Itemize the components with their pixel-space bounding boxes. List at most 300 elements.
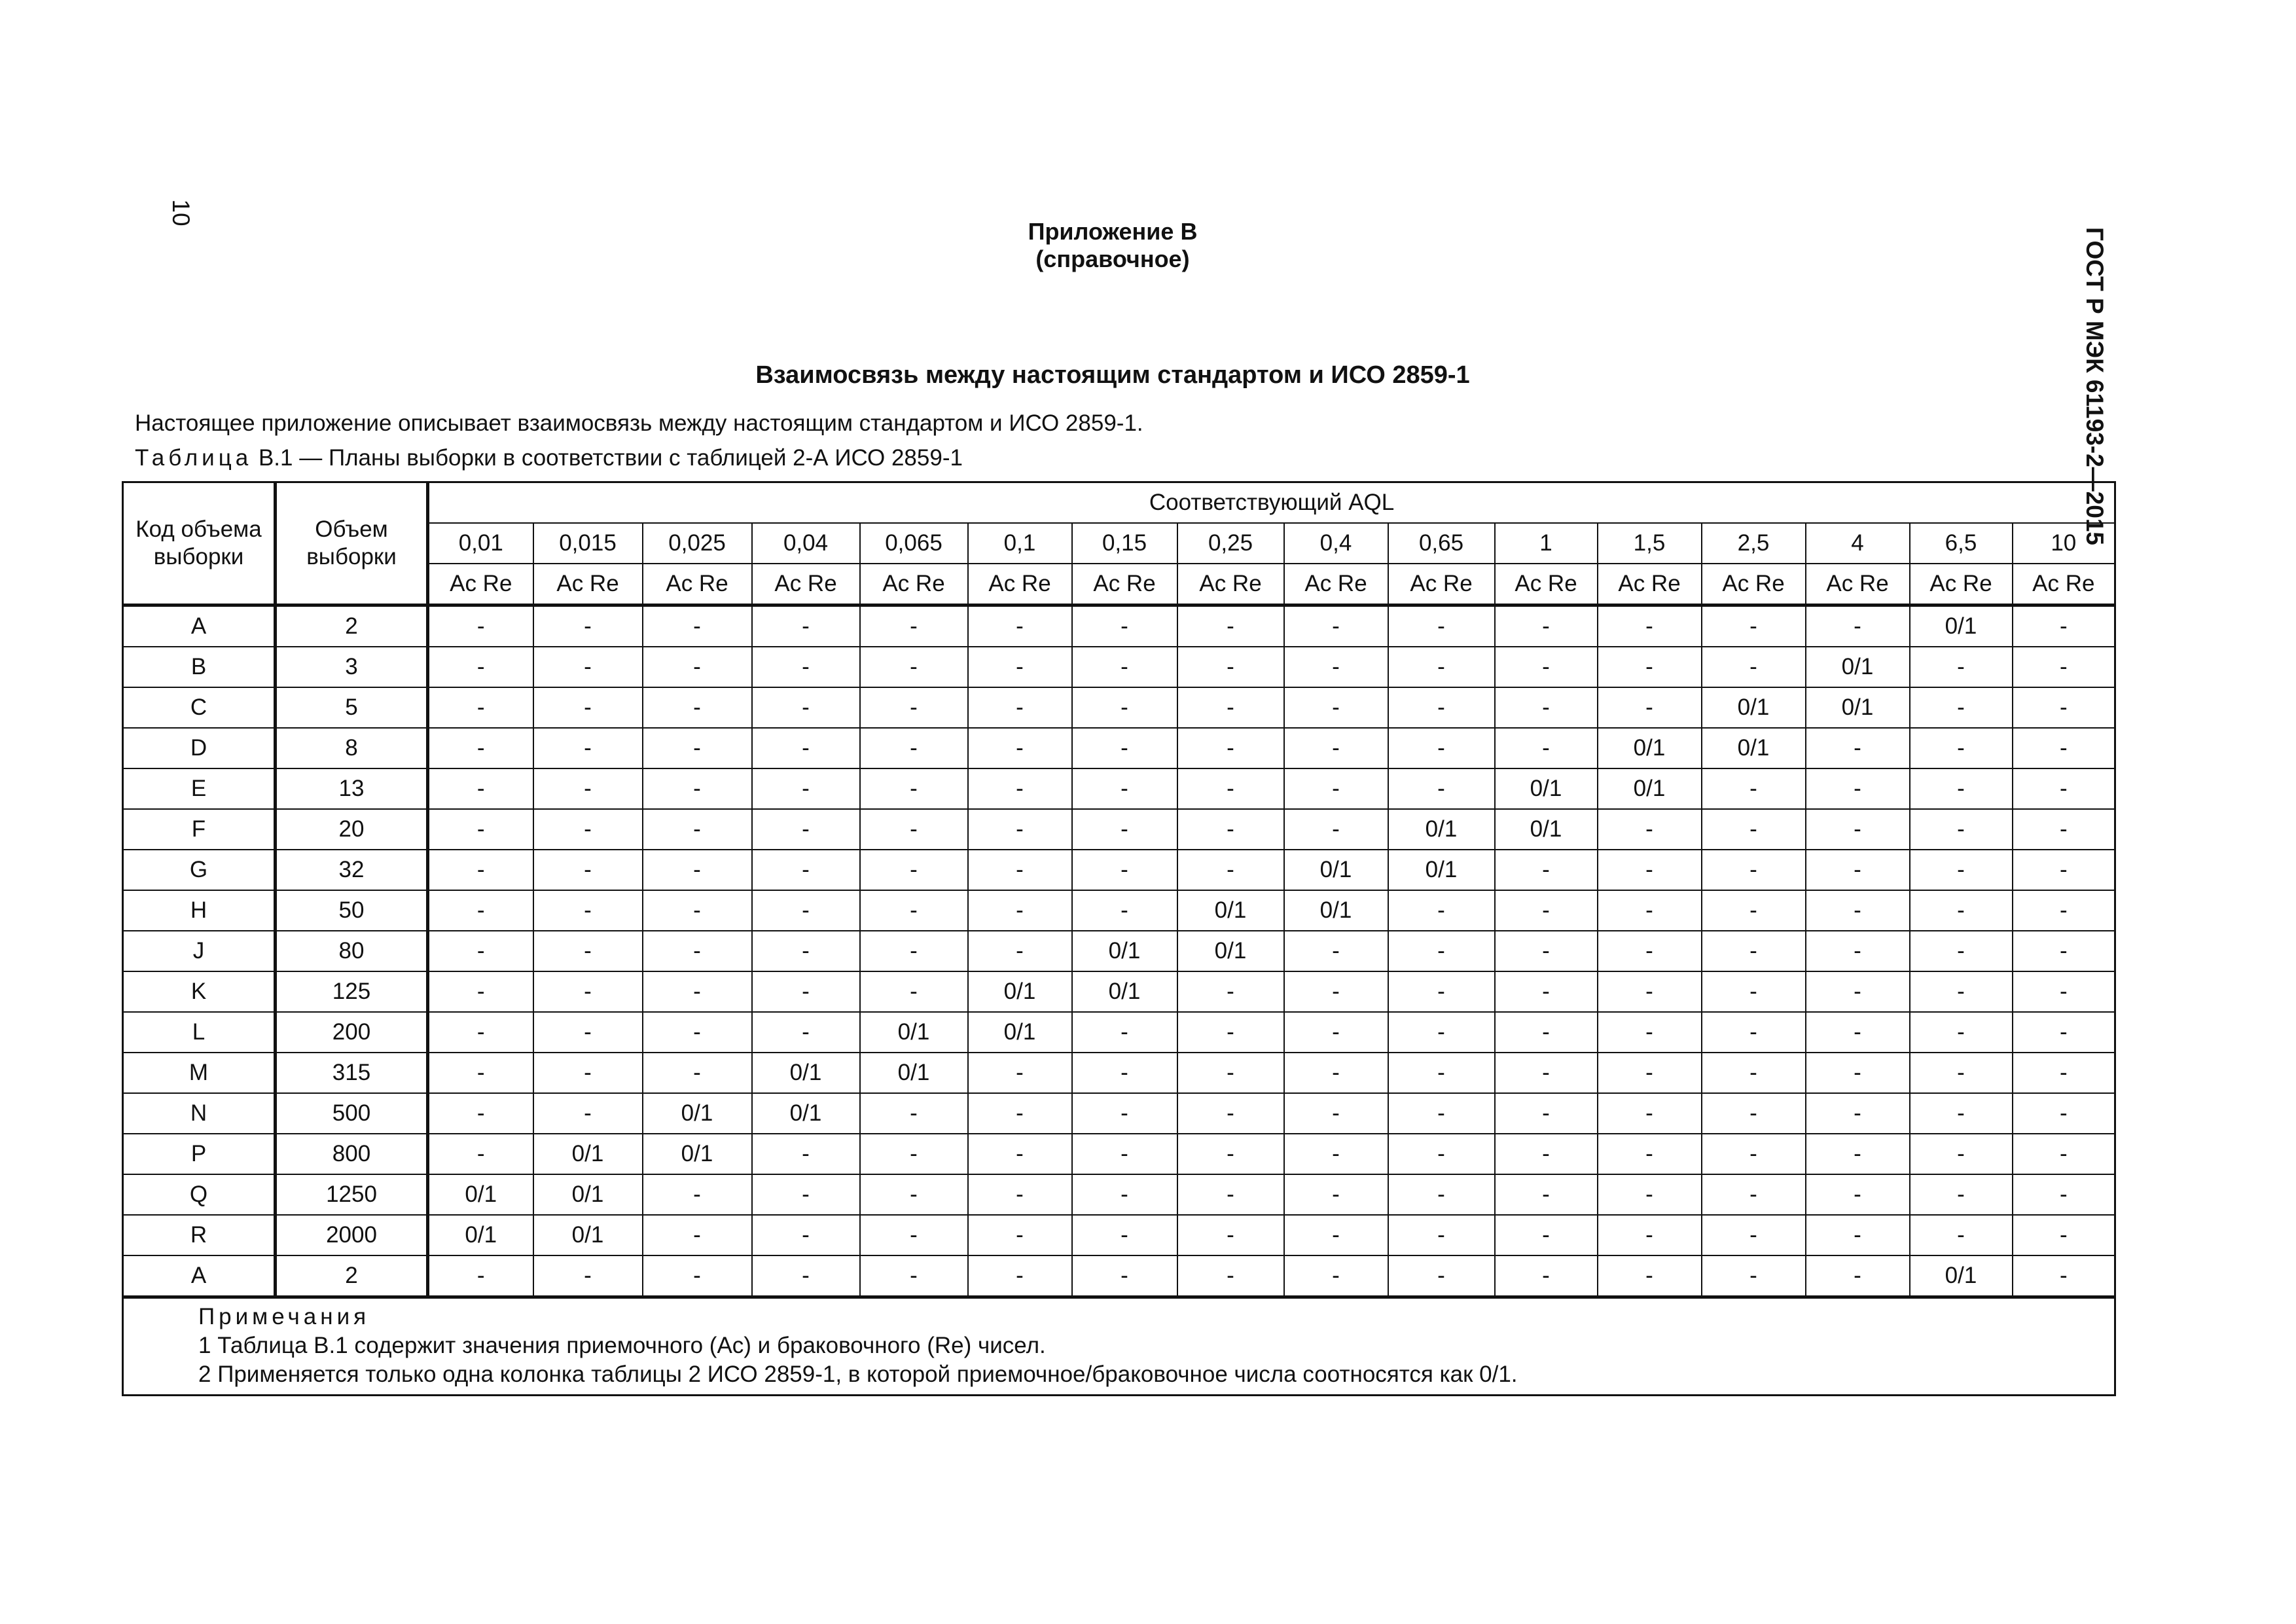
ac-re-cell: - <box>1806 971 1910 1012</box>
ac-re-cell: 0/1 <box>1806 647 1910 687</box>
ac-re-cell: - <box>1702 768 1806 809</box>
ac-re-cell: - <box>1702 1174 1806 1215</box>
sample-code-cell: A <box>123 1255 276 1297</box>
ac-re-header: Ac Re <box>752 564 860 605</box>
ac-re-cell: - <box>1598 971 1702 1012</box>
sample-code-cell: A <box>123 605 276 647</box>
ac-re-cell: 0/1 <box>1388 850 1495 890</box>
ac-re-cell: - <box>643 647 752 687</box>
ac-re-cell: - <box>860 850 968 890</box>
ac-re-cell: - <box>533 1255 643 1297</box>
ac-re-cell: 0/1 <box>860 1012 968 1053</box>
ac-re-cell: - <box>1388 1174 1495 1215</box>
ac-re-cell: - <box>428 1053 533 1093</box>
ac-re-cell: - <box>1910 768 2013 809</box>
ac-re-cell: - <box>2013 850 2115 890</box>
ac-re-cell: - <box>1284 971 1388 1012</box>
table-row <box>123 728 2115 768</box>
sample-code-cell: K <box>123 971 276 1012</box>
sample-size-cell: 200 <box>276 1012 428 1053</box>
sample-code-cell: H <box>123 890 276 931</box>
ac-re-cell: - <box>643 728 752 768</box>
annex-title: Взаимосвязь между настоящим стандартом и ИСО 2859-1 <box>755 361 1470 389</box>
table-row <box>123 1215 2115 1255</box>
ac-re-cell: 0/1 <box>1910 1255 2013 1297</box>
ac-re-cell: - <box>1495 1255 1598 1297</box>
ac-re-header: Ac Re <box>1072 564 1177 605</box>
ac-re-cell: - <box>1806 850 1910 890</box>
ac-re-cell: - <box>1388 890 1495 931</box>
ac-re-cell: - <box>428 971 533 1012</box>
ac-re-cell: - <box>643 605 752 647</box>
ac-re-cell: - <box>1284 931 1388 971</box>
ac-re-cell: - <box>1177 647 1284 687</box>
aql-value-header: 0,25 <box>1177 523 1284 564</box>
ac-re-cell: - <box>1284 687 1388 728</box>
ac-re-header: Ac Re <box>1598 564 1702 605</box>
ac-re-cell: - <box>968 728 1072 768</box>
ac-re-cell: - <box>1072 687 1177 728</box>
ac-re-cell: - <box>1072 605 1177 647</box>
aql-value-header: 0,65 <box>1388 523 1495 564</box>
ac-re-cell: - <box>428 1134 533 1174</box>
ac-re-cell: - <box>968 1215 1072 1255</box>
table-row <box>123 890 2115 931</box>
aql-value-header: 0,1 <box>968 523 1072 564</box>
table-body <box>123 605 2115 1297</box>
sample-size-cell: 315 <box>276 1053 428 1093</box>
ac-re-cell: - <box>1910 687 2013 728</box>
ac-re-cell: - <box>1284 728 1388 768</box>
ac-re-cell: - <box>1702 647 1806 687</box>
ac-re-cell: - <box>1177 687 1284 728</box>
ac-re-cell: - <box>2013 605 2115 647</box>
ac-re-cell: - <box>1388 931 1495 971</box>
ac-re-header: Ac Re <box>1806 564 1910 605</box>
ac-re-header: Ac Re <box>2013 564 2115 605</box>
ac-re-cell: - <box>1177 728 1284 768</box>
ac-re-cell: - <box>860 647 968 687</box>
ac-re-cell: - <box>1072 1053 1177 1093</box>
ac-re-cell: - <box>2013 1174 2115 1215</box>
ac-re-cell: - <box>968 931 1072 971</box>
sample-code-cell: D <box>123 728 276 768</box>
ac-re-cell: - <box>1072 1012 1177 1053</box>
ac-re-cell: - <box>1495 850 1598 890</box>
ac-re-cell: - <box>1702 1215 1806 1255</box>
table-row <box>123 647 2115 687</box>
ac-re-cell: - <box>428 809 533 850</box>
ac-re-cell: - <box>1806 1012 1910 1053</box>
ac-re-cell: - <box>1388 1093 1495 1134</box>
sample-size-cell: 2 <box>276 1255 428 1297</box>
ac-re-cell: - <box>1388 1215 1495 1255</box>
ac-re-cell: - <box>1702 931 1806 971</box>
ac-re-cell: - <box>643 850 752 890</box>
ac-re-cell: - <box>860 931 968 971</box>
ac-re-cell: - <box>752 931 860 971</box>
ac-re-cell: - <box>1598 687 1702 728</box>
ac-re-cell: - <box>533 971 643 1012</box>
ac-re-cell: - <box>428 687 533 728</box>
ac-re-header: Ac Re <box>428 564 533 605</box>
ac-re-cell: - <box>1177 1215 1284 1255</box>
table-row <box>123 971 2115 1012</box>
ac-re-header: Ac Re <box>860 564 968 605</box>
ac-re-cell: - <box>1910 1215 2013 1255</box>
ac-re-cell: - <box>1177 1012 1284 1053</box>
ac-re-header: Ac Re <box>968 564 1072 605</box>
ac-re-cell: - <box>1910 1053 2013 1093</box>
ac-re-cell: - <box>1910 647 2013 687</box>
ac-re-cell: - <box>1284 809 1388 850</box>
ac-re-cell: - <box>2013 1053 2115 1093</box>
ac-re-cell: 0/1 <box>968 971 1072 1012</box>
table-row <box>123 1174 2115 1215</box>
notes <box>123 1297 2115 1396</box>
aql-value-header: 0,4 <box>1284 523 1388 564</box>
ac-re-cell: 0/1 <box>860 1053 968 1093</box>
header-sample-code: Код объема выборки <box>123 482 276 605</box>
ac-re-header: Ac Re <box>1177 564 1284 605</box>
ac-re-cell: - <box>1177 971 1284 1012</box>
ac-re-cell: - <box>533 1053 643 1093</box>
ac-re-cell: - <box>428 1255 533 1297</box>
ac-re-cell: - <box>968 850 1072 890</box>
ac-re-cell: - <box>752 1012 860 1053</box>
ac-re-cell: - <box>1806 809 1910 850</box>
sample-size-cell: 2 <box>276 605 428 647</box>
ac-re-cell: 0/1 <box>1495 768 1598 809</box>
sample-code-cell: R <box>123 1215 276 1255</box>
ac-re-cell: - <box>428 605 533 647</box>
ac-re-cell: - <box>752 687 860 728</box>
table-caption <box>135 445 963 471</box>
ac-re-cell: - <box>1284 768 1388 809</box>
ac-re-cell: - <box>1910 931 2013 971</box>
ac-re-cell: - <box>1806 1215 1910 1255</box>
ac-re-cell: - <box>643 809 752 850</box>
ac-re-cell: - <box>428 1093 533 1134</box>
ac-re-cell: - <box>533 647 643 687</box>
aql-value-header: 0,015 <box>533 523 643 564</box>
ac-re-cell: 0/1 <box>1702 728 1806 768</box>
ac-re-cell: - <box>752 1174 860 1215</box>
document-code: ГОСТ Р МЭК 61193-2—2015 <box>2081 227 2108 545</box>
aql-value-header: 0,15 <box>1072 523 1177 564</box>
aql-value-header: 0,065 <box>860 523 968 564</box>
note-1: 1 Таблица В.1 содержит значения приемочного (Ac) и браковочного (Re) чисел. <box>198 1333 1046 1358</box>
ac-re-cell: - <box>1702 1093 1806 1134</box>
ac-re-cell: - <box>1072 728 1177 768</box>
aql-value-header: 0,04 <box>752 523 860 564</box>
ac-re-cell: - <box>860 605 968 647</box>
ac-re-cell: - <box>2013 687 2115 728</box>
ac-re-cell: - <box>643 890 752 931</box>
ac-re-cell: - <box>428 850 533 890</box>
ac-re-cell: - <box>1598 1215 1702 1255</box>
ac-re-cell: - <box>968 1134 1072 1174</box>
ac-re-cell: - <box>1806 1174 1910 1215</box>
ac-re-cell: - <box>752 1134 860 1174</box>
ac-re-cell: - <box>533 728 643 768</box>
ac-re-cell: - <box>1598 1093 1702 1134</box>
ac-re-cell: 0/1 <box>1388 809 1495 850</box>
ac-re-cell: - <box>1495 1012 1598 1053</box>
ac-re-cell: - <box>1177 768 1284 809</box>
sample-code-cell: P <box>123 1134 276 1174</box>
ac-re-cell: - <box>968 647 1072 687</box>
aql-value-header: 0,025 <box>643 523 752 564</box>
ac-re-cell: - <box>1910 1134 2013 1174</box>
table-row <box>123 931 2115 971</box>
ac-re-cell: - <box>860 728 968 768</box>
ac-re-cell: - <box>860 1134 968 1174</box>
ac-re-cell: 0/1 <box>643 1093 752 1134</box>
ac-re-cell: - <box>643 1012 752 1053</box>
table-row <box>123 687 2115 728</box>
ac-re-cell: - <box>1072 1174 1177 1215</box>
ac-re-cell: - <box>1177 605 1284 647</box>
ac-re-cell: - <box>1806 605 1910 647</box>
ac-re-cell: - <box>1495 1174 1598 1215</box>
ac-re-cell: - <box>1284 1012 1388 1053</box>
sample-size-cell: 3 <box>276 647 428 687</box>
ac-re-cell: - <box>860 809 968 850</box>
ac-re-cell: - <box>968 1093 1072 1134</box>
ac-re-cell: - <box>643 1053 752 1093</box>
ac-re-cell: - <box>860 1093 968 1134</box>
ac-re-cell: 0/1 <box>643 1134 752 1174</box>
ac-re-cell: - <box>1072 1134 1177 1174</box>
ac-re-cell: - <box>1495 728 1598 768</box>
ac-re-cell: - <box>1495 1134 1598 1174</box>
sample-code-cell: L <box>123 1012 276 1053</box>
ac-re-cell: - <box>2013 1093 2115 1134</box>
ac-re-cell: - <box>1702 1053 1806 1093</box>
annex-label: Приложение В <box>1028 218 1198 245</box>
ac-re-cell: - <box>1702 605 1806 647</box>
table-caption-text: В.1 — Планы выборки в соответствии с таблицей 2-А ИСО 2859-1 <box>252 445 963 471</box>
ac-re-cell: - <box>1910 850 2013 890</box>
ac-re-cell: - <box>1806 1134 1910 1174</box>
ac-re-cell: - <box>428 931 533 971</box>
ac-re-cell: - <box>1806 1053 1910 1093</box>
ac-re-cell: - <box>1806 931 1910 971</box>
ac-re-cell: - <box>533 687 643 728</box>
aql-value-header: 4 <box>1806 523 1910 564</box>
ac-re-cell: - <box>1598 809 1702 850</box>
sample-size-cell: 8 <box>276 728 428 768</box>
aql-value-header: 1 <box>1495 523 1598 564</box>
ac-re-cell: - <box>860 1174 968 1215</box>
ac-re-cell: - <box>428 768 533 809</box>
ac-re-header: Ac Re <box>1910 564 2013 605</box>
ac-re-cell: - <box>1284 1174 1388 1215</box>
ac-re-cell: - <box>1598 1053 1702 1093</box>
ac-re-cell: - <box>1806 768 1910 809</box>
ac-re-cell: - <box>968 1174 1072 1215</box>
ac-re-cell: - <box>1495 971 1598 1012</box>
ac-re-cell: - <box>1388 687 1495 728</box>
ac-re-cell: - <box>1910 971 2013 1012</box>
ac-re-cell: - <box>2013 1215 2115 1255</box>
ac-re-cell: - <box>1072 768 1177 809</box>
ac-re-cell: - <box>643 1174 752 1215</box>
ac-re-cell: - <box>1495 687 1598 728</box>
ac-re-cell: - <box>1598 1255 1702 1297</box>
ac-re-cell: - <box>643 931 752 971</box>
ac-re-cell: - <box>752 647 860 687</box>
ac-re-cell: 0/1 <box>1495 809 1598 850</box>
ac-re-cell: - <box>1806 1093 1910 1134</box>
notes-title: Примечания <box>198 1304 370 1329</box>
ac-re-cell: - <box>752 1215 860 1255</box>
aql-value-header: 10 <box>2013 523 2115 564</box>
ac-re-cell: - <box>1284 1134 1388 1174</box>
ac-re-cell: - <box>1284 1255 1388 1297</box>
ac-re-cell: - <box>968 1053 1072 1093</box>
ac-re-cell: - <box>1388 647 1495 687</box>
ac-re-cell: - <box>1388 605 1495 647</box>
sample-code-cell: G <box>123 850 276 890</box>
ac-re-cell: - <box>533 768 643 809</box>
ac-re-cell: - <box>1598 1174 1702 1215</box>
ac-re-cell: - <box>1910 1174 2013 1215</box>
ac-re-cell: - <box>968 687 1072 728</box>
ac-re-cell: 0/1 <box>1284 890 1388 931</box>
ac-re-cell: - <box>2013 647 2115 687</box>
table-row <box>123 1134 2115 1174</box>
ac-re-cell: - <box>860 890 968 931</box>
sample-size-cell: 50 <box>276 890 428 931</box>
sample-size-cell: 1250 <box>276 1174 428 1215</box>
ac-re-cell: - <box>533 890 643 931</box>
ac-re-header: Ac Re <box>1495 564 1598 605</box>
ac-re-cell: - <box>428 647 533 687</box>
ac-re-cell: - <box>1598 1012 1702 1053</box>
ac-re-cell: - <box>2013 809 2115 850</box>
ac-re-cell: - <box>752 890 860 931</box>
sample-size-cell: 80 <box>276 931 428 971</box>
ac-re-cell: - <box>428 890 533 931</box>
ac-re-cell: - <box>2013 1134 2115 1174</box>
ac-re-cell: - <box>428 1012 533 1053</box>
ac-re-cell: 0/1 <box>1072 971 1177 1012</box>
ac-re-cell: - <box>2013 1012 2115 1053</box>
ac-re-cell: - <box>1388 728 1495 768</box>
ac-re-cell: - <box>1598 931 1702 971</box>
table-row <box>123 850 2115 890</box>
ac-re-cell: 0/1 <box>533 1134 643 1174</box>
ac-re-cell: - <box>1388 1134 1495 1174</box>
ac-re-cell: 0/1 <box>428 1174 533 1215</box>
ac-re-cell: - <box>1284 1053 1388 1093</box>
ac-re-cell: - <box>1910 728 2013 768</box>
ac-re-cell: - <box>2013 1255 2115 1297</box>
ac-re-cell: - <box>968 605 1072 647</box>
ac-re-cell: - <box>1806 728 1910 768</box>
note-2: 2 Применяется только одна колонка таблицы 2 ИСО 2859-1, в которой приемочное/браковочное числа соотносятся как 0/1. <box>198 1362 1518 1387</box>
ac-re-header: Ac Re <box>533 564 643 605</box>
ac-re-cell: - <box>1702 971 1806 1012</box>
ac-re-cell: - <box>1910 809 2013 850</box>
ac-re-cell: - <box>752 971 860 1012</box>
ac-re-cell: - <box>752 850 860 890</box>
table-row <box>123 1053 2115 1093</box>
ac-re-cell: - <box>1284 605 1388 647</box>
table-row <box>123 1093 2115 1134</box>
ac-re-cell: - <box>752 1255 860 1297</box>
ac-re-cell: - <box>752 768 860 809</box>
ac-re-cell: - <box>1072 850 1177 890</box>
ac-re-cell: - <box>1388 1012 1495 1053</box>
ac-re-cell: - <box>752 605 860 647</box>
ac-re-cell: - <box>1177 1093 1284 1134</box>
ac-re-cell: - <box>1177 809 1284 850</box>
ac-re-cell: - <box>1072 1215 1177 1255</box>
ac-re-cell: - <box>533 1093 643 1134</box>
ac-re-cell: - <box>1910 890 2013 931</box>
ac-re-cell: - <box>1702 890 1806 931</box>
ac-re-cell: - <box>968 768 1072 809</box>
ac-re-cell: - <box>1598 647 1702 687</box>
sample-code-cell: J <box>123 931 276 971</box>
sample-code-cell: E <box>123 768 276 809</box>
ac-re-cell: - <box>643 768 752 809</box>
ac-re-cell: 0/1 <box>968 1012 1072 1053</box>
header-sample-size: Объем выборки <box>276 482 428 605</box>
sample-size-cell: 20 <box>276 809 428 850</box>
aql-value-header: 1,5 <box>1598 523 1702 564</box>
ac-re-cell: 0/1 <box>428 1215 533 1255</box>
ac-re-cell: - <box>1702 1134 1806 1174</box>
ac-re-cell: - <box>1495 647 1598 687</box>
ac-re-cell: - <box>1702 850 1806 890</box>
annex-type: (справочное) <box>1035 245 1190 272</box>
header-aql: Соответствующий AQL <box>428 482 2115 524</box>
ac-re-cell: - <box>1910 1093 2013 1134</box>
ac-re-cell: - <box>968 809 1072 850</box>
ac-re-cell: - <box>968 1255 1072 1297</box>
ac-re-cell: 0/1 <box>533 1215 643 1255</box>
intro-paragraph: Настоящее приложение описывает взаимосвязь между настоящим стандартом и ИСО 2859-1. <box>135 410 1143 436</box>
ac-re-cell: - <box>860 687 968 728</box>
ac-re-cell: - <box>1284 1093 1388 1134</box>
sample-code-cell: C <box>123 687 276 728</box>
ac-re-cell: - <box>1806 1255 1910 1297</box>
ac-re-cell: 0/1 <box>1910 605 2013 647</box>
ac-re-cell: 0/1 <box>1702 687 1806 728</box>
ac-re-cell: 0/1 <box>1806 687 1910 728</box>
ac-re-cell: - <box>533 605 643 647</box>
table-row <box>123 809 2115 850</box>
sample-code-cell: M <box>123 1053 276 1093</box>
ac-re-cell: - <box>860 768 968 809</box>
ac-re-cell: - <box>1910 1012 2013 1053</box>
ac-re-cell: 0/1 <box>752 1093 860 1134</box>
ac-re-cell: - <box>1598 1134 1702 1174</box>
ac-re-cell: - <box>2013 931 2115 971</box>
ac-re-cell: - <box>1495 890 1598 931</box>
ac-re-cell: - <box>2013 768 2115 809</box>
ac-re-cell: - <box>1495 1053 1598 1093</box>
sample-code-cell: B <box>123 647 276 687</box>
ac-re-cell: - <box>1495 1215 1598 1255</box>
ac-re-cell: 0/1 <box>1284 850 1388 890</box>
ac-re-cell: - <box>1177 1255 1284 1297</box>
annex-heading <box>916 218 1309 273</box>
